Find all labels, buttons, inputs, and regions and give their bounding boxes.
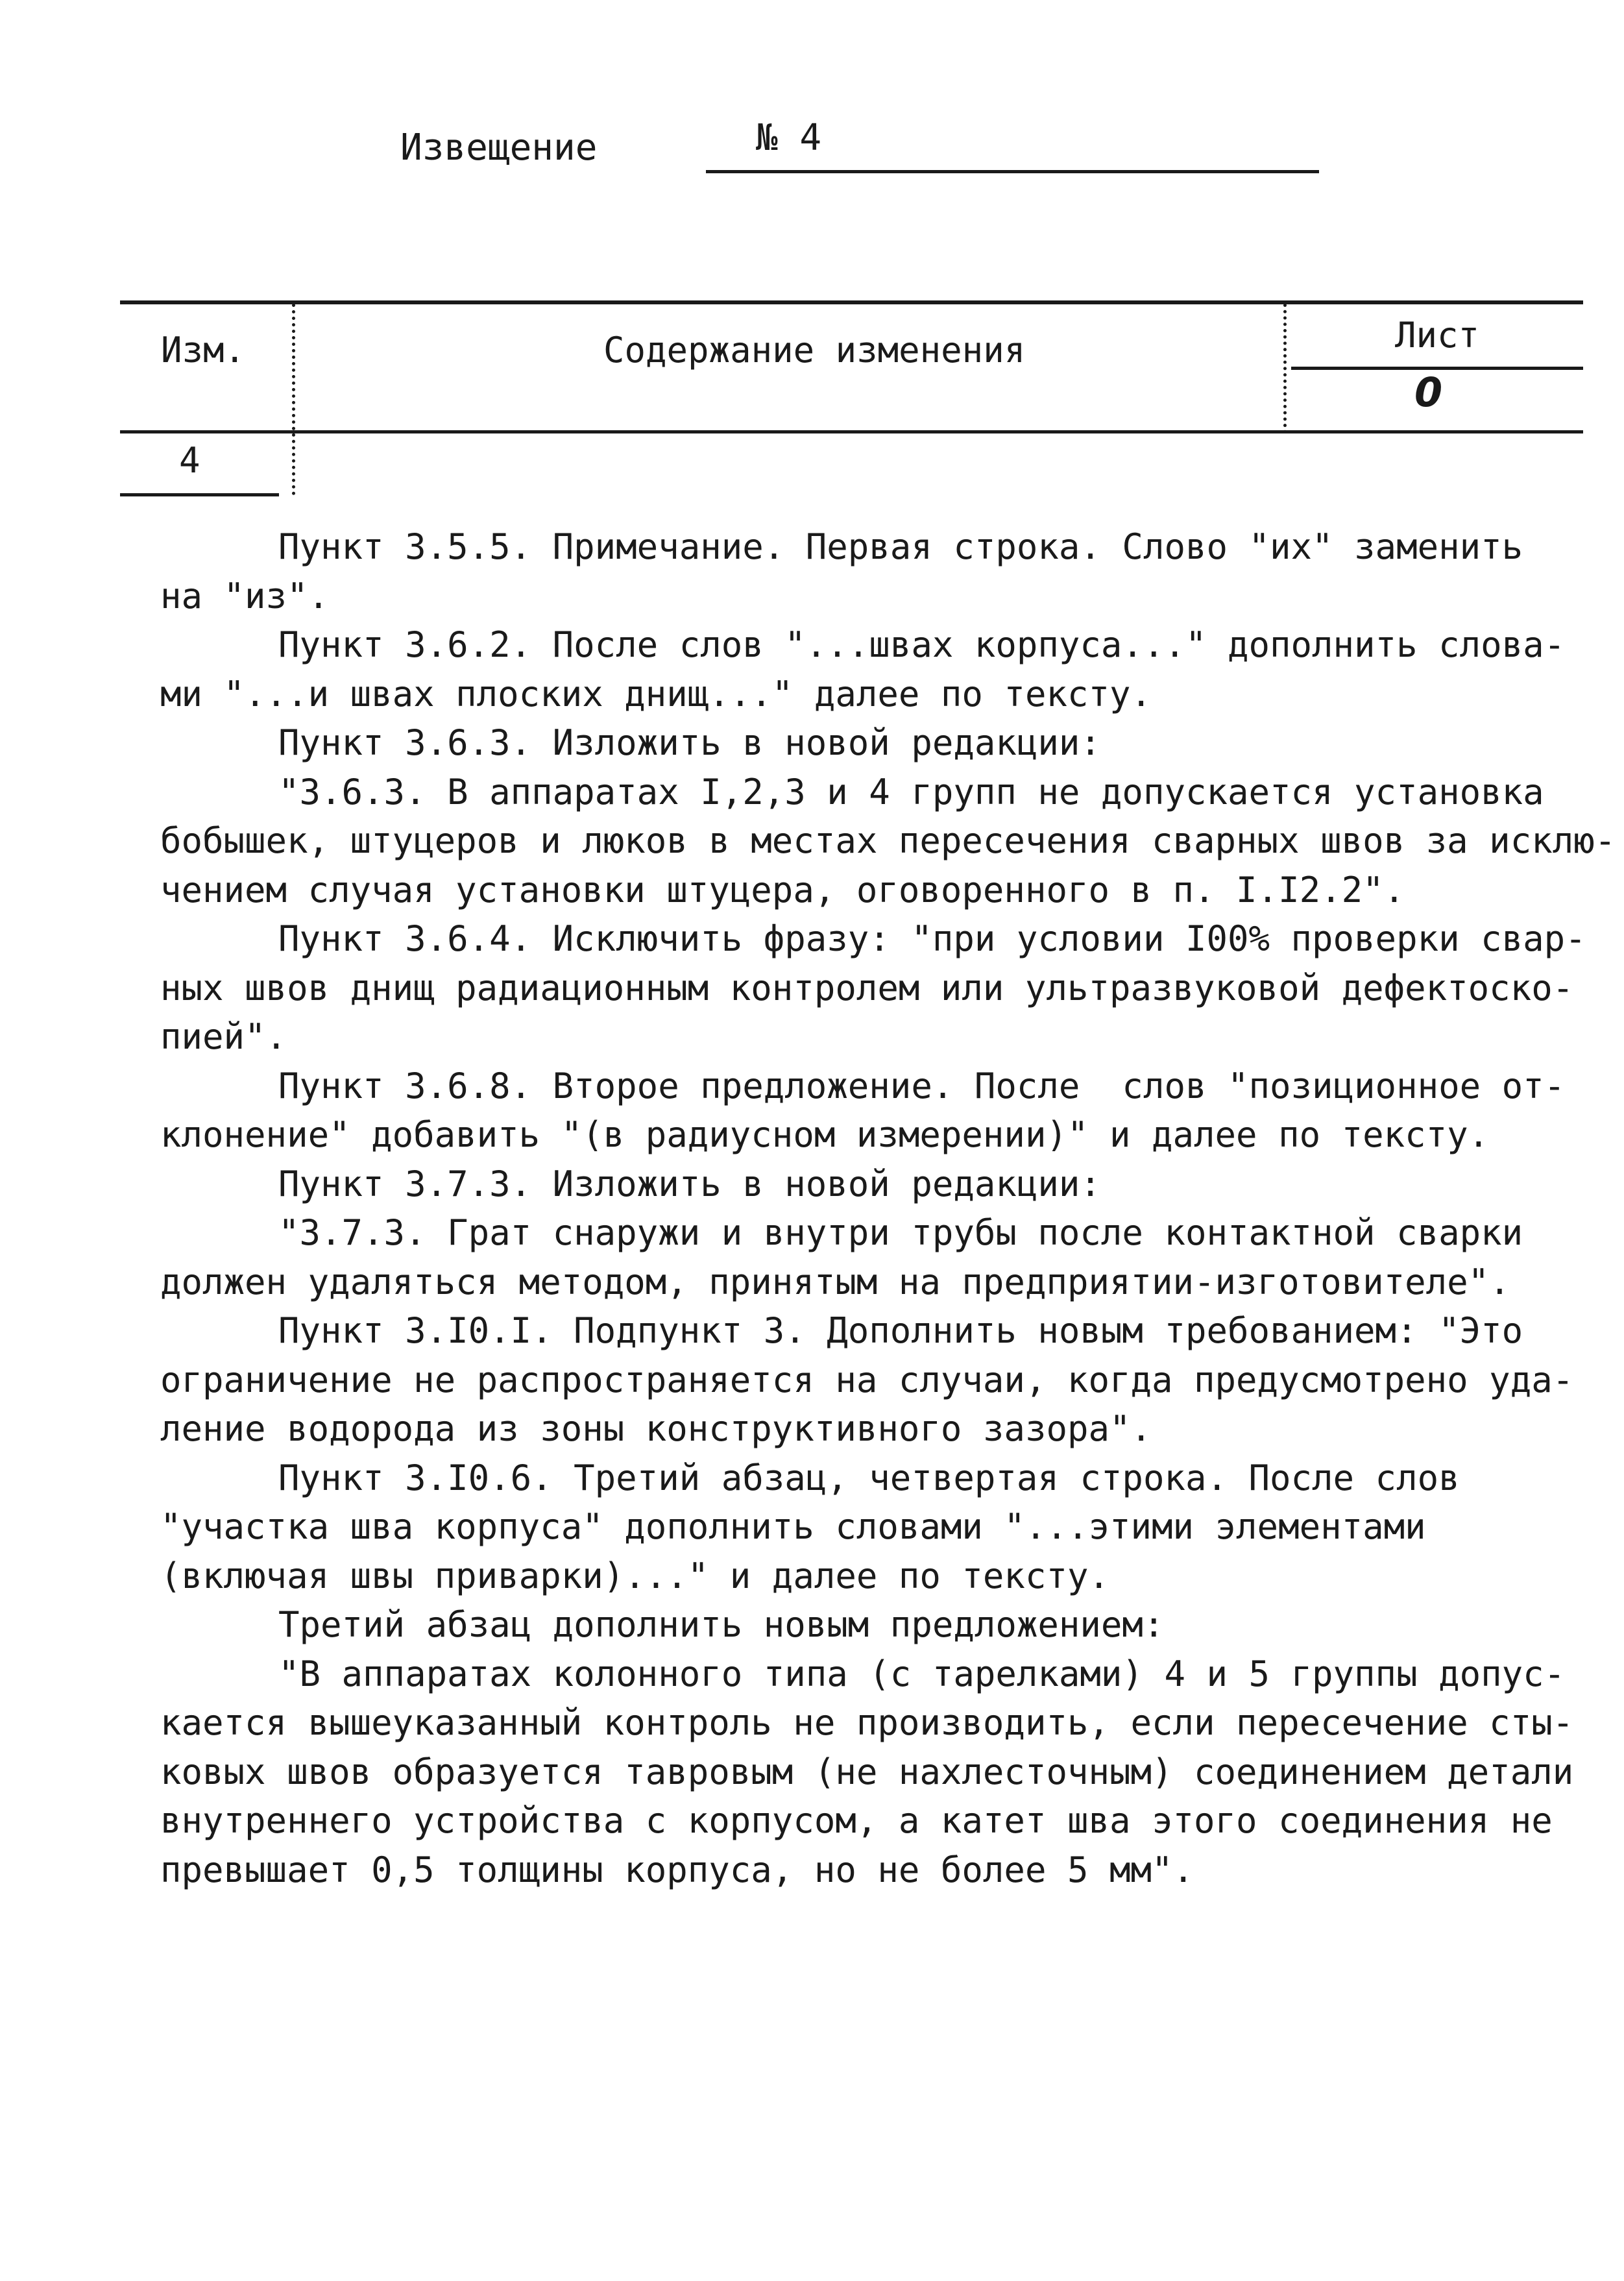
table-divider-right [1283,304,1287,433]
text-line: кается вышеуказанный контроль не производить, если пересечение сты- [160,1702,1574,1743]
text-line: на "из". [160,575,330,616]
text-line: превышает 0,5 толщины корпуса, но не более 5 мм". [160,1849,1194,1890]
text-line: (включая швы приварки)..." и далее по тексту. [160,1555,1109,1596]
column-header-change: Изм. [161,330,246,371]
text-line: ограничение не распространяется на случаи, когда предусмотрено уда- [160,1359,1574,1400]
text-line: "В аппаратах колонного типа (с тарелками) 4 и 5 группы допус- [278,1653,1566,1694]
column-header-content: Содержание изменения [603,330,1026,371]
text-line: "участка шва корпуса" дополнить словами "...этими элементами [160,1506,1426,1547]
change-cell-bottom-rule [120,493,279,496]
text-line: Пункт 3.6.4. Исключить фразу: "при условии I00% проверки свар- [278,918,1586,959]
text-line: бобышек, штуцеров и люков в местах пересечения сварных швов за исклю- [160,820,1616,861]
notice-label: Извещение [400,127,598,169]
sheet-number: 0 [1414,369,1443,416]
text-line: чением случая установки штуцера, оговоренного в п. I.I2.2". [160,869,1405,910]
text-line: ных швов днищ радиационным контролем или ультразвуковой дефектоско- [160,967,1574,1008]
text-line: внутреннего устройства с корпусом, а катет шва этого соединения не [160,1800,1553,1841]
text-line: ление водорода из зоны конструктивного зазора". [160,1408,1152,1449]
notice-number-underline [706,170,1319,173]
text-line: клонение" добавить "(в радиусном измерении)" и далее по тексту. [160,1114,1490,1155]
notice-number: № 4 [756,117,822,159]
column-header-sheet: Лист [1395,315,1480,356]
table-divider-left [292,304,295,495]
text-line: "3.6.3. В аппаратах I,2,3 и 4 групп не допускается установка [278,771,1544,812]
text-line: должен удаляться методом, принятым на предприятии-изготовителе". [160,1261,1510,1302]
text-line: ми "...и швах плоских днищ..." далее по тексту. [160,673,1152,714]
change-number: 4 [179,440,200,481]
text-line: "3.7.3. Грат снаружи и внутри трубы после контактной сварки [278,1212,1523,1253]
text-line: ковых швов образуется тавровым (не нахлесточным) соединением детали [160,1751,1574,1792]
text-line: Пункт 3.I0.6. Третий абзац, четвертая строка. После слов [278,1457,1460,1498]
text-line: Пункт 3.6.8. Второе предложение. После слов "позиционное от- [278,1065,1566,1106]
change-content-text [160,522,1616,1894]
text-line: Пункт 3.I0.I. Подпункт 3. Дополнить новым требованием: "Это [278,1310,1523,1351]
text-line: Третий абзац дополнить новым предложением: [278,1604,1165,1645]
text-line: пией". [160,1016,287,1057]
table-top-rule [120,300,1583,304]
text-line: Пункт 3.5.5. Примечание. Первая строка. Слово "их" заменить [278,526,1523,567]
text-line: Пункт 3.7.3. Изложить в новой редакции: [278,1163,1101,1204]
text-line: Пункт 3.6.3. Изложить в новой редакции: [278,722,1101,763]
text-line: Пункт 3.6.2. После слов "...швах корпуса..." дополнить слова- [278,624,1566,665]
table-header-bottom-rule [120,430,1583,433]
